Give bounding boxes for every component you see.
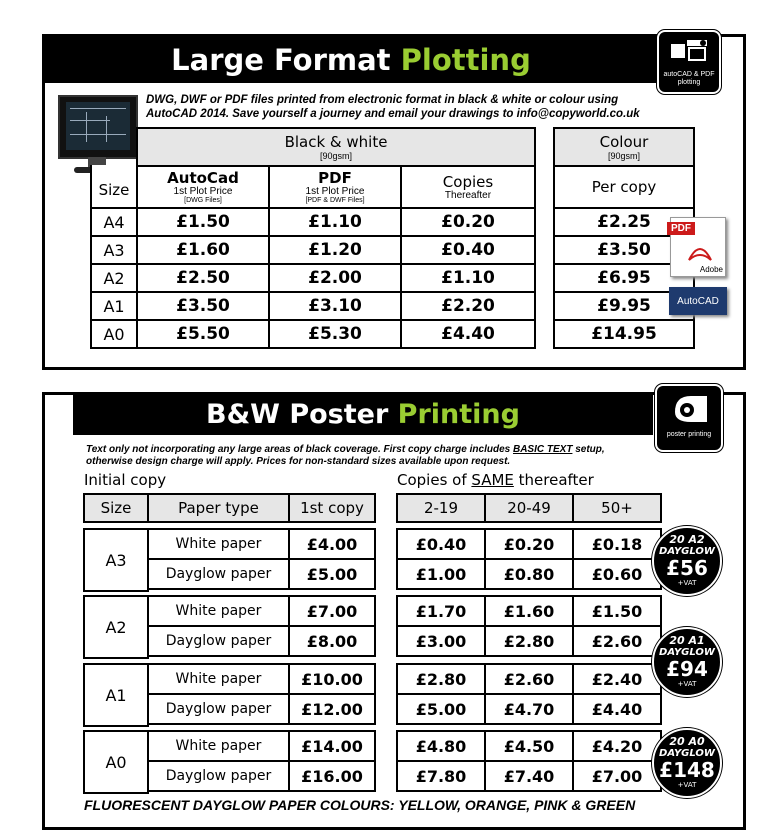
initial-copy-label: Initial copy <box>84 471 167 489</box>
poster-range1-header: 2-19 <box>396 493 486 523</box>
copies-col-header <box>400 165 536 209</box>
dayglow-badge-a2-line2: DAYGLOW <box>659 546 715 557</box>
poster-first-price: £7.00 <box>288 595 376 627</box>
plotting-title-accent: Plotting <box>400 43 531 77</box>
copies-same-label <box>397 471 594 489</box>
pdf-col-note: [PDF & DWF Files] <box>305 197 365 204</box>
poster-first-price: £5.00 <box>288 558 376 590</box>
plot-size-cell: A0 <box>90 319 138 349</box>
plot-pdf-price: £1.10 <box>268 207 402 237</box>
bw-header-label: Black & white <box>284 133 388 151</box>
poster-range1-price: £3.00 <box>396 625 486 657</box>
poster-range1-price: £5.00 <box>396 693 486 725</box>
autocad-file-icon-label: AutoCAD <box>677 295 719 307</box>
poster-title-accent: Printing <box>397 399 520 430</box>
plotting-intro-line2: AutoCAD 2014. Save yourself a journey and email your drawings to info@copyworld.co.uk <box>146 108 640 120</box>
pdf-file-icon-label: PDF <box>667 222 695 235</box>
plot-copies-price: £1.10 <box>400 263 536 293</box>
pdf-col-title: PDF <box>318 169 352 187</box>
poster-range1-price: £4.80 <box>396 730 486 762</box>
dayglow-badge-a2-line1: 20 A2 <box>669 533 705 546</box>
copies-same-underlined: SAME <box>471 471 514 489</box>
poster-range3-price: £4.40 <box>572 693 662 725</box>
poster-range2-header: 20-49 <box>484 493 574 523</box>
poster-paper-cell: White paper <box>147 528 290 560</box>
plot-pdf-price: £1.20 <box>268 235 402 265</box>
pdf-file-icon <box>670 217 726 277</box>
plot-autocad-price: £1.60 <box>136 235 270 265</box>
colour-col-title: Per copy <box>591 178 657 196</box>
poster-note-basic-text: BASIC TEXT <box>512 444 573 455</box>
plot-pdf-price: £3.10 <box>268 291 402 321</box>
poster-paper-cell: Dayglow paper <box>147 625 290 657</box>
poster-range3-price: £1.50 <box>572 595 662 627</box>
plot-size-cell: A3 <box>90 235 138 265</box>
dayglow-badge-a1 <box>652 627 722 697</box>
plotting-title-main: Large Format <box>171 43 391 77</box>
poster-first-price: £10.00 <box>288 663 376 695</box>
poster-first-price: £4.00 <box>288 528 376 560</box>
poster-range1-price: £1.00 <box>396 558 486 590</box>
dayglow-badge-a0-vat: +VAT <box>677 781 697 789</box>
dayglow-badge-a1-vat: +VAT <box>677 680 697 688</box>
poster-printing-logo <box>655 384 723 452</box>
autocad-plotting-logo-label: autoCAD & PDF plotting <box>663 71 715 86</box>
poster-range1-price: £1.70 <box>396 595 486 627</box>
plot-pdf-price: £2.00 <box>268 263 402 293</box>
poster-note-part-a: Text only not incorporating any large areas of black coverage. First copy charge includes <box>86 444 513 455</box>
plot-copies-price: £4.40 <box>400 319 536 349</box>
poster-range2-price: £0.20 <box>484 528 574 560</box>
poster-paper-cell: Dayglow paper <box>147 558 290 590</box>
poster-paper-header: Paper type <box>147 493 290 523</box>
poster-first-price: £12.00 <box>288 693 376 725</box>
poster-printing-logo-label: poster printing <box>666 431 712 438</box>
bw-header-gsm: [90gsm] <box>319 151 352 161</box>
copies-col-sub: Thereafter <box>444 189 492 201</box>
plot-autocad-price: £5.50 <box>136 319 270 349</box>
plot-colour-price: £14.95 <box>553 319 695 349</box>
plot-autocad-price: £1.50 <box>136 207 270 237</box>
autocad-col-note: [DWG Files] <box>184 197 222 204</box>
autocad-col-sub: 1st Plot Price <box>173 186 233 197</box>
pdf-col-header <box>268 165 402 209</box>
plot-autocad-price: £2.50 <box>136 263 270 293</box>
poster-range2-price: £4.50 <box>484 730 574 762</box>
poster-range2-price: £0.80 <box>484 558 574 590</box>
plot-autocad-price: £3.50 <box>136 291 270 321</box>
poster-range2-price: £2.60 <box>484 663 574 695</box>
poster-note-part-c: setup, <box>572 444 605 455</box>
poster-size-header: Size <box>83 493 149 523</box>
plot-size-cell: A1 <box>90 291 138 321</box>
plot-size-header-label: Size <box>98 181 130 199</box>
adobe-label: Adobe <box>699 265 723 274</box>
poster-range3-price: £2.40 <box>572 663 662 695</box>
poster-range2-price: £4.70 <box>484 693 574 725</box>
copies-col-title: Copies <box>442 172 494 191</box>
poster-range3-price: £0.18 <box>572 528 662 560</box>
poster-size-cell: A2 <box>83 595 149 659</box>
poster-range3-price: £7.00 <box>572 760 662 792</box>
poster-first-price: £8.00 <box>288 625 376 657</box>
poster-paper-cell: Dayglow paper <box>147 693 290 725</box>
dayglow-badge-a2 <box>652 526 722 596</box>
poster-title <box>73 395 653 435</box>
plotting-intro-line1: DWG, DWF or PDF files printed from electronic format in black & white or colour using <box>146 94 619 106</box>
colour-header <box>553 127 695 167</box>
dayglow-badge-a2-vat: +VAT <box>677 579 697 587</box>
poster-paper-cell: Dayglow paper <box>147 760 290 792</box>
dayglow-badge-a1-price: £94 <box>666 657 708 681</box>
autocad-plotting-logo <box>657 30 721 94</box>
plotting-title <box>45 37 657 83</box>
poster-size-cell: A1 <box>83 663 149 727</box>
poster-first-header: 1st copy <box>288 493 376 523</box>
pdf-col-sub: 1st Plot Price <box>305 186 365 197</box>
copies-same-part-c: thereafter <box>513 471 594 489</box>
autocad-file-icon <box>669 287 727 315</box>
plot-copies-price: £2.20 <box>400 291 536 321</box>
colour-col-header <box>553 165 695 209</box>
poster-range1-price: £0.40 <box>396 528 486 560</box>
poster-note-line2: otherwise design charge will apply. Prices for non-standard sizes available upon request. <box>86 456 511 467</box>
dayglow-badge-a0-price: £148 <box>659 758 715 782</box>
autocad-col-header <box>136 165 270 209</box>
poster-range2-price: £7.40 <box>484 760 574 792</box>
plot-copies-price: £0.20 <box>400 207 536 237</box>
poster-title-main: B&W Poster <box>206 399 389 430</box>
poster-paper-cell: White paper <box>147 730 290 762</box>
poster-range3-price: £0.60 <box>572 558 662 590</box>
dayglow-badge-a1-line1: 20 A1 <box>669 634 705 647</box>
dayglow-badge-a0-line2: DAYGLOW <box>659 748 715 759</box>
poster-paper-cell: White paper <box>147 663 290 695</box>
plot-colour-price: £6.95 <box>553 263 695 293</box>
plot-colour-price: £3.50 <box>553 235 695 265</box>
colour-header-gsm: [90gsm] <box>607 151 640 161</box>
poster-range1-price: £7.80 <box>396 760 486 792</box>
poster-first-price: £14.00 <box>288 730 376 762</box>
plot-size-header <box>90 165 138 209</box>
plot-colour-price: £9.95 <box>553 291 695 321</box>
autocad-col-title: AutoCad <box>167 169 239 187</box>
poster-first-price: £16.00 <box>288 760 376 792</box>
poster-paper-cell: White paper <box>147 595 290 627</box>
dayglow-badge-a0-line1: 20 A0 <box>669 735 705 748</box>
poster-range2-price: £2.80 <box>484 625 574 657</box>
colour-header-label: Colour <box>599 133 649 151</box>
dayglow-badge-a2-price: £56 <box>666 556 708 580</box>
poster-note-line1 <box>86 444 605 455</box>
dayglow-badge-a0 <box>652 728 722 798</box>
poster-range1-price: £2.80 <box>396 663 486 695</box>
plot-colour-price: £2.25 <box>553 207 695 237</box>
poster-size-cell: A0 <box>83 730 149 794</box>
plot-size-cell: A2 <box>90 263 138 293</box>
poster-size-cell: A3 <box>83 528 149 592</box>
plot-size-cell: A4 <box>90 207 138 237</box>
plot-pdf-price: £5.30 <box>268 319 402 349</box>
bw-header <box>136 127 536 167</box>
copies-same-part-a: Copies of <box>397 471 472 489</box>
poster-range3-price: £4.20 <box>572 730 662 762</box>
poster-range3-header: 50+ <box>572 493 662 523</box>
poster-roll-icon <box>669 392 709 426</box>
dayglow-badge-a1-line2: DAYGLOW <box>659 647 715 658</box>
poster-footer: FLUORESCENT DAYGLOW PAPER COLOURS: YELLOW, ORANGE, PINK & GREEN <box>84 797 636 813</box>
adobe-logo-icon <box>685 236 715 262</box>
plotter-icon <box>669 36 709 66</box>
poster-range2-price: £1.60 <box>484 595 574 627</box>
plot-copies-price: £0.40 <box>400 235 536 265</box>
poster-range3-price: £2.60 <box>572 625 662 657</box>
